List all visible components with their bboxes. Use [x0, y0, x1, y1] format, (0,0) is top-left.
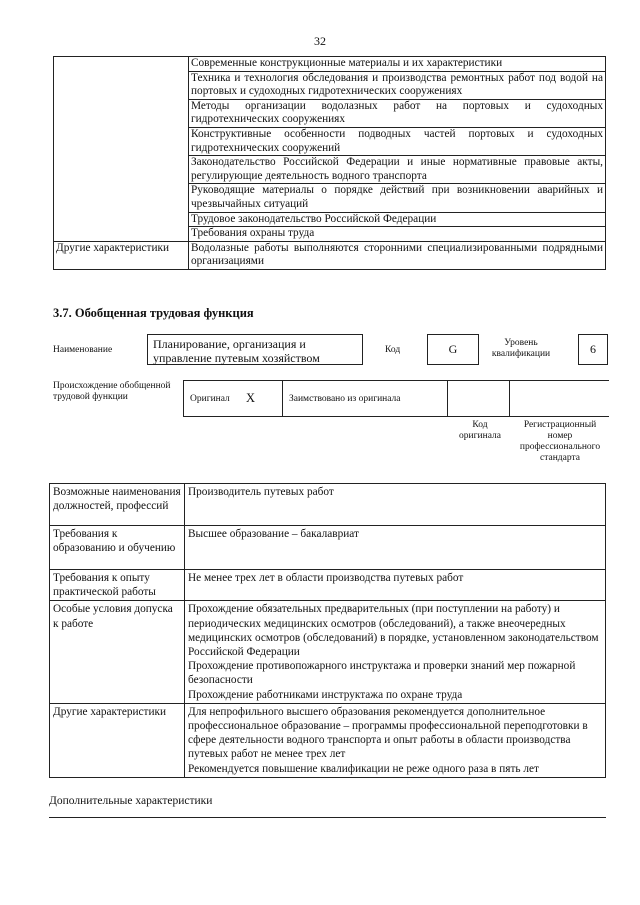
- function-table: [49, 483, 606, 778]
- row-label: Особые условия допуска к работе: [50, 601, 185, 703]
- table-cell: [185, 526, 606, 570]
- row-label: Возможные наименования должностей, профессий: [50, 484, 185, 526]
- table-cell: [185, 484, 606, 526]
- cell-line: Рекомендуется повышение квалификации не реже одного раза в пять лет: [188, 762, 539, 775]
- divider: [49, 817, 606, 818]
- reg-number-caption: Регистрационный номер профессионального стандарта: [519, 420, 601, 463]
- table-row: [50, 526, 606, 570]
- knowledge-table: [53, 56, 606, 270]
- table-row: [50, 570, 606, 601]
- divider: [447, 380, 448, 417]
- row-label: Требования к опыту практической работы: [50, 570, 185, 601]
- level-label: Уровень квалификации: [491, 338, 551, 359]
- table-cell: Конструктивные особенности подводных частей портовых и судоходных гидротехнических сооружений: [189, 127, 606, 155]
- table-cell: Методы организации водолазных работ на портовых и судоходных гидротехнических сооружениях: [189, 99, 606, 127]
- table-row: [54, 241, 606, 269]
- table-cell: [185, 703, 606, 777]
- cell-line: Для непрофильного высшего образования рекомендуется дополнительное профессиональное образование – программы профессиональной переподготовки в сфере деятельности водного транспорта и опыт работы в области производства путевых работ не менее трех лет: [188, 705, 588, 761]
- cell-line: Прохождение обязательных предварительных (при поступлении на работу) и периодических медицинских осмотров (обследований), а также внеочередных медицинских осмотров (обследований) в порядке, установленном законодательством Российской Федерации: [188, 603, 599, 659]
- name-value: Планирование, организация и управление путевым хозяйством: [147, 334, 363, 365]
- original-mark: X: [246, 391, 256, 405]
- table-cell: [185, 570, 606, 601]
- table-cell: Руководящие материалы о порядке действий при возникновении аварийных и чрезвычайных ситуаций: [189, 184, 606, 212]
- level-value: 6: [578, 334, 608, 365]
- divider: [282, 380, 283, 417]
- cell-line: Высшее образование – бакалавриат: [188, 528, 359, 540]
- cell-line: Производитель путевых работ: [188, 486, 334, 498]
- borrowed-label: Заимствовано из оригинала: [289, 394, 401, 404]
- row-label: Другие характеристики: [50, 703, 185, 777]
- table-row: [50, 703, 606, 777]
- origin-label: Происхождение обобщенной трудовой функции: [53, 381, 171, 402]
- original-label: Оригинал: [190, 394, 230, 404]
- code-original-caption: Код оригинала: [459, 420, 501, 441]
- table-cell: Водолазные работы выполняются сторонними специализированными подрядными организациями: [189, 241, 606, 269]
- table-row: [54, 57, 606, 72]
- table-cell: Современные конструкционные материалы и их характеристики: [189, 57, 606, 72]
- cell-line: Прохождение противопожарного инструктажа и проверки знаний мер пожарной безопасности: [188, 660, 576, 687]
- row-label: Другие характеристики: [54, 241, 189, 269]
- table-row: [50, 484, 606, 526]
- table-row: [50, 601, 606, 703]
- page-number: 32: [314, 34, 326, 48]
- table-cell: Требования охраны труда: [189, 227, 606, 242]
- code-label: Код: [385, 345, 401, 355]
- table-cell: Техника и технология обследования и производства ремонтных работ под водой на портовых и судоходных гидротехнических сооружениях: [189, 71, 606, 99]
- code-value: G: [427, 334, 479, 365]
- section-title: 3.7. Обобщенная трудовая функция: [53, 306, 254, 320]
- table-cell: [185, 601, 606, 703]
- name-label: Наименование: [53, 345, 113, 355]
- table-cell: Законодательство Российской Федерации и иные нормативные правовые акты, регулирующие деятельность водного транспорта: [189, 156, 606, 184]
- table-cell: Трудовое законодательство Российской Федерации: [189, 212, 606, 227]
- row-label: Требования к образованию и обучению: [50, 526, 185, 570]
- additional-characteristics-title: Дополнительные характеристики: [49, 795, 213, 807]
- empty-label-cell: [54, 57, 189, 242]
- divider: [509, 380, 510, 417]
- cell-line: Не менее трех лет в области производства путевых работ: [188, 572, 464, 584]
- cell-line: Прохождение работниками инструктажа по охране труда: [188, 688, 463, 701]
